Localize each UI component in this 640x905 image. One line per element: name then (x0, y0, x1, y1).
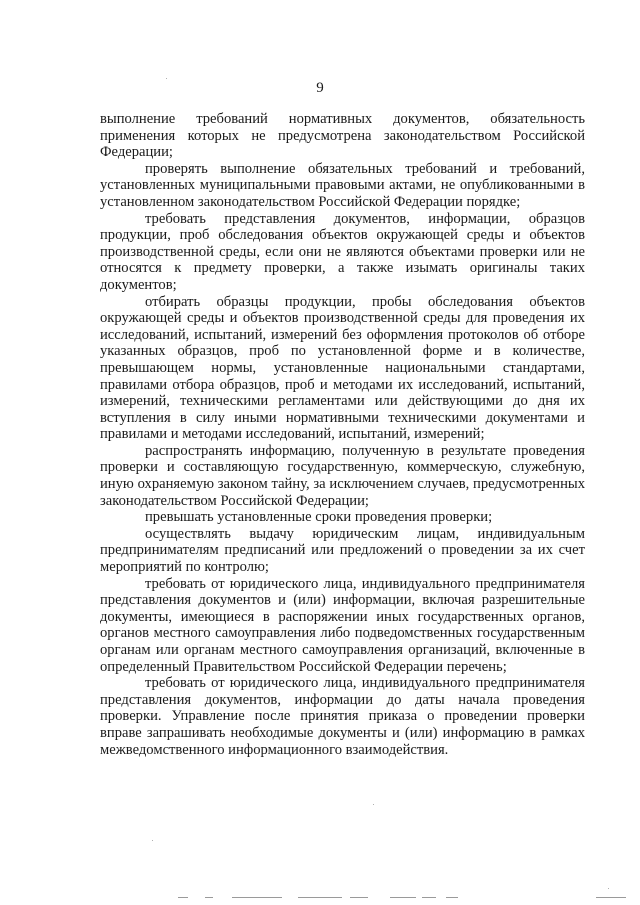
paragraph: требовать представления документов, информации, образцов продукции, проб обследования объектов окружающей среды и объектов производственной среды, если они не являются объектами проверки или не относятся к предмету проверки, а также изымать оригиналы таких документов; (100, 210, 585, 293)
scan-edge-mark (232, 897, 282, 898)
document-body (100, 111, 585, 758)
scan-speck (373, 804, 374, 805)
scan-edge-mark (596, 897, 626, 898)
paragraph: превышать установленные сроки проведения проверки; (145, 509, 493, 526)
scan-edge-mark (205, 897, 213, 898)
scan-speck (608, 888, 609, 889)
scan-edge-mark (446, 897, 458, 898)
paragraph: распространять информацию, полученную в результате проведения проверки и составляющую государственную, коммерческую, служебную, иную охраняемую законом тайну, за исключением случаев, предусмотренных законодательством Российской Федерации; (100, 442, 585, 509)
page-number: 9 (316, 80, 324, 96)
scan-edge-mark (390, 897, 416, 898)
scan-edge-mark (178, 897, 188, 898)
paragraph: осуществлять выдачу юридическим лицам, индивидуальным предпринимателям предписаний или предложений о проведении за их счет мероприятий по контролю; (100, 525, 585, 576)
scan-edge-mark (298, 897, 342, 898)
paragraph: отбирать образцы продукции, пробы обследования объектов окружающей среды и объектов производственной среды для проведения их исследований, испытаний, измерений без оформления протоколов об отборе указанных образцов, проб по установленной форме и в количестве, превышающем нормы, установленные национальными стандартами, правилами отбора образцов, проб и методами их исследований, испытаний, измерений, техническими регламентами или действующими до дня их вступления в силу иными нормативными техническими документами и правилами и методами исследований, испытаний, измерений; (100, 293, 585, 443)
scan-edge-mark (422, 897, 436, 898)
scan-speck (166, 78, 167, 79)
paragraph: выполнение требований нормативных документов, обязательность применения которых не предусмотрена законодательством Российской Федерации; (100, 111, 585, 161)
paragraph: требовать от юридического лица, индивидуального предпринимателя представления документов, информации до даты начала проведения проверки. Управление после принятия приказа о проведении проверки вправе запрашивать необходимые документы и (или) информацию в рамках межведомственного информационного взаимодействия. (100, 675, 585, 758)
paragraph: проверять выполнение обязательных требований и требований, установленных муниципальными правовыми актами, не опубликованными в установленном законодательством Российской Федерации порядке; (100, 160, 585, 210)
scan-edge-mark (350, 897, 368, 898)
paragraph: требовать от юридического лица, индивидуального предпринимателя представления документов и (или) информации, включая разрешительные документы, имеющиеся в распоряжении иных государственных органов, органов местного самоуправления либо подведомственных государственным органам или органам местного самоуправления организаций, включенные в определенный Правительством Российской Федерации перечень; (100, 575, 585, 675)
scan-speck (152, 840, 153, 841)
